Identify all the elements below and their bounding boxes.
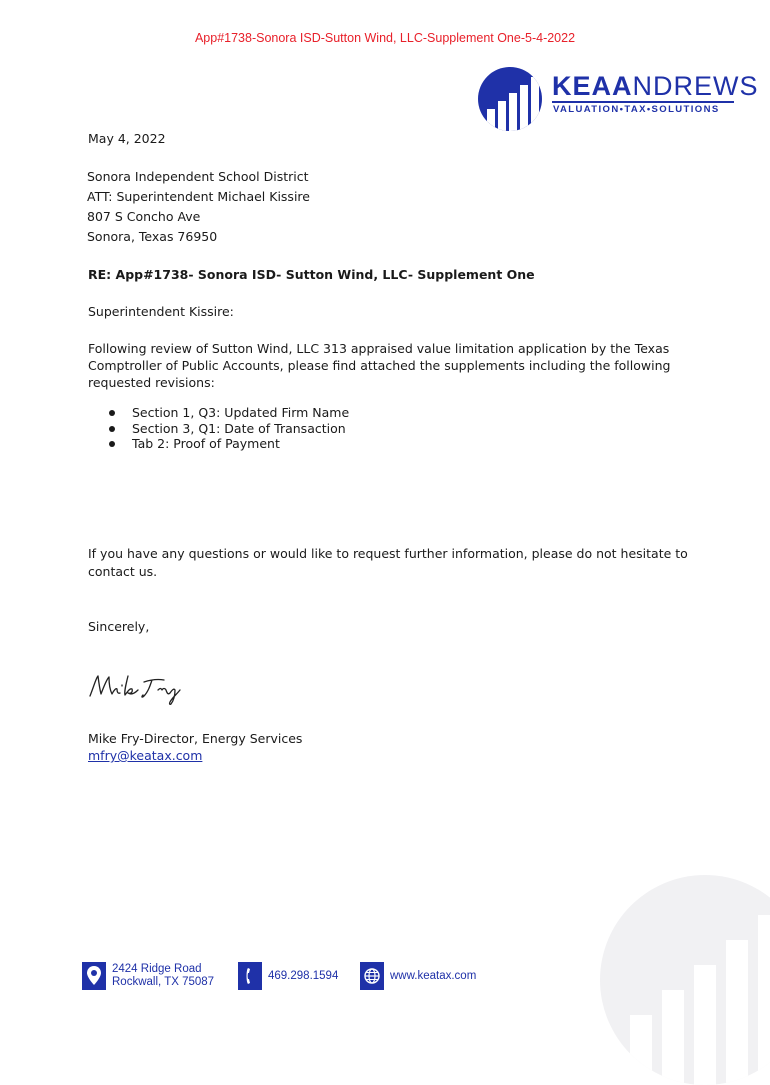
phone-icon [238,962,262,990]
letter-salutation: Superintendent Kissire: [88,304,234,319]
body-line: Comptroller of Public Accounts, please find attached the supplements including the following [88,358,671,373]
closing-line: contact us. [88,564,158,579]
globe-icon [360,962,384,990]
recipient-line: 807 S Concho Ave [87,209,201,224]
closing-line: If you have any questions or would like to request further information, please do not hesitate to [88,546,688,561]
recipient-line: Sonora, Texas 76950 [87,229,218,244]
letter-subject: RE: App#1738- Sonora ISD- Sutton Wind, LLC- Supplement One [88,267,535,282]
body-line: Following review of Sutton Wind, LLC 313 appraised value limitation application by the Texas [88,341,670,356]
logo-mark [478,67,542,131]
footer-address: 2424 Ridge Road Rockwall, TX 75087 [82,962,232,992]
letter-date: May 4, 2022 [88,131,166,146]
footer-phone [238,962,353,992]
phone-number: 469.298.1594 [268,970,339,982]
list-item: Section 1, Q3: Updated Firm Name [109,405,349,421]
footer-website [360,962,490,992]
website-link[interactable]: www.keatax.com [390,970,477,982]
document-reference-header: App#1738-Sonora ISD-Sutton Wind, LLC-Supplement One-5-4-2022 [194,31,576,45]
recipient-line: Sonora Independent School District [87,169,309,184]
list-item: Tab 2: Proof of Payment [109,436,349,452]
signer-email-link[interactable]: mfry@keatax.com [88,748,203,763]
kea-andrews-logo [478,67,759,133]
logo-wordmark: KEAANDREWS [552,71,759,101]
handwritten-signature [86,668,206,708]
revisions-list [109,405,349,452]
location-pin-icon [82,962,106,990]
bullet-icon [109,441,115,447]
watermark-logo [600,875,770,1085]
logo-tagline: VALUATION•TAX•SOLUTIONS [553,104,720,115]
bullet-icon [109,410,115,416]
signer-name: Mike Fry-Director, Energy Services [88,731,303,746]
list-item: Section 3, Q1: Date of Transaction [109,421,349,437]
recipient-line: ATT: Superintendent Michael Kissire [87,189,310,204]
bullet-icon [109,426,115,432]
letter-signoff: Sincerely, [88,619,150,634]
logo-rule [552,101,734,103]
body-line: requested revisions: [88,375,215,390]
